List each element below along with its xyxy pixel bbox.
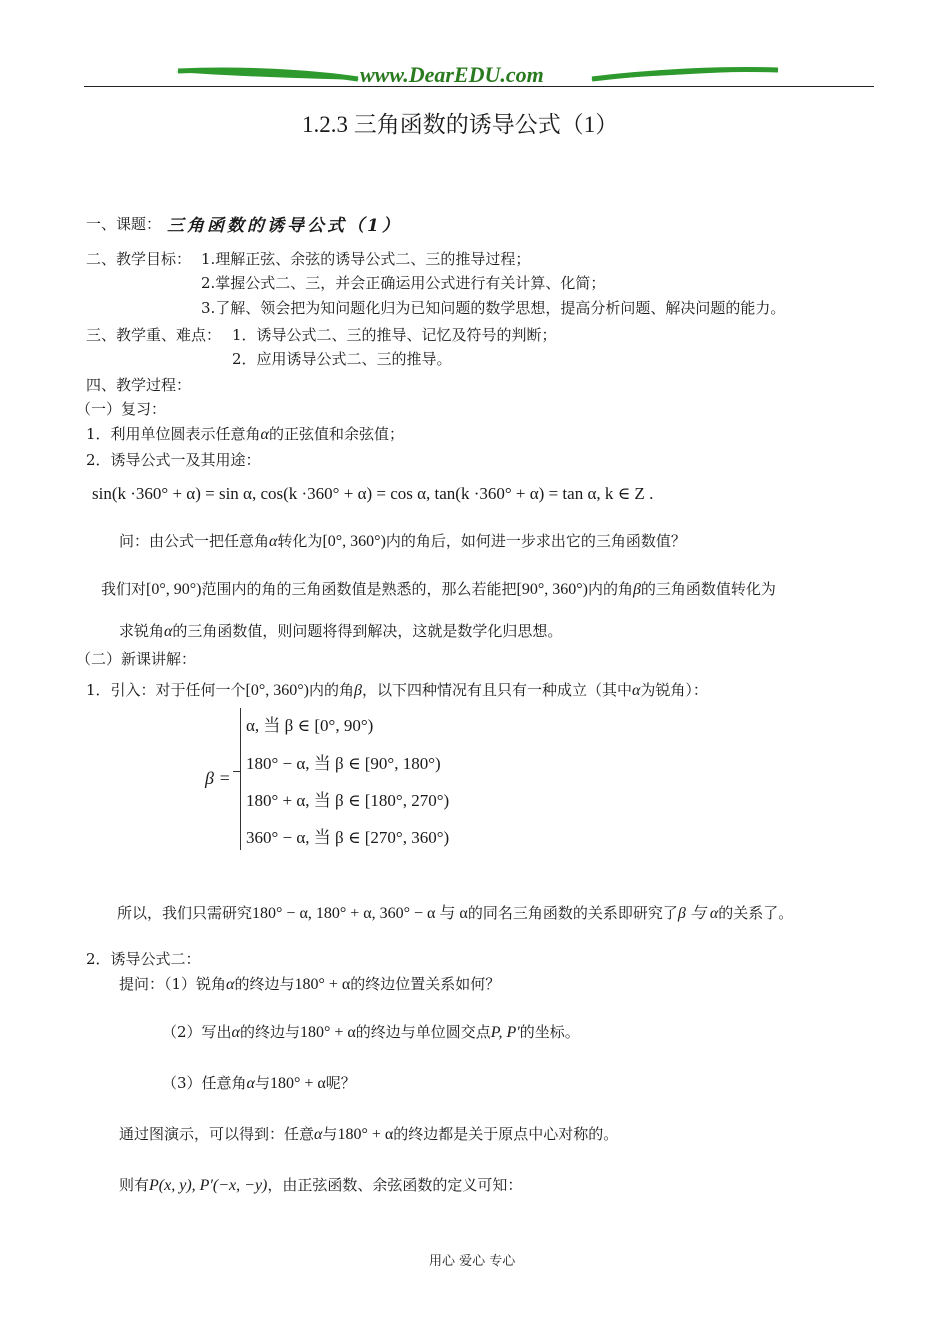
section-4-label: 四、教学过程：	[86, 376, 192, 394]
beta-equals: β =	[205, 768, 231, 788]
question-1: 提问：（1）锐角α的终边与180° + α的终边位置关系如何？	[119, 975, 501, 993]
then-line: 则有P(x, y), P′(−x, −y)，由正弦函数、余弦函数的定义可知：	[119, 1176, 523, 1194]
demo-line: 通过图演示，可以得到：任意α与180° + α的终边都是关于原点中心对称的。	[119, 1125, 619, 1143]
case-3: 180° + α, 当 β ∈ [180°, 270°)	[246, 791, 450, 810]
formula2-label: 2．诱导公式二：	[86, 950, 201, 968]
keypoint-1: 1．诱导公式二、三的推导、记忆及符号的判断；	[232, 326, 557, 344]
review-paragraph-line-2: 求锐角α的三角函数值，则问题将得到解决，这就是数学化归思想。	[119, 622, 563, 640]
section-3-label: 三、教学重、难点：	[86, 326, 222, 344]
newlesson-label: （二）新课讲解：	[76, 650, 197, 668]
brace-tip	[233, 771, 240, 772]
header-rule	[84, 86, 874, 87]
objective-1: 1.理解正弦、余弦的诱导公式二、三的推导过程；	[201, 250, 531, 268]
formula-one: sin(k ·360° + α) = sin α, cos(k ·360° + α) = cos α, tan(k ·360° + α) = tan α, k ∈ Z .	[92, 484, 654, 503]
review-question: 问：由公式一把任意角α转化为[0°, 360°)内的角后，如何进一步求出它的三角函数值？	[119, 532, 686, 550]
review-label: （一）复习：	[76, 400, 167, 418]
review-item-2: 2．诱导公式一及其用途：	[86, 451, 261, 469]
question-2: （2）写出α的终边与180° + α的终边与单位圆交点P, P′的坐标。	[162, 1023, 580, 1041]
section-2-label: 二、教学目标：	[86, 250, 192, 268]
question-3: （3）任意角α与180° + α呢？	[162, 1074, 356, 1092]
page-footer: 用心 爱心 专心	[429, 1254, 516, 1269]
section-1-topic: 三角函数的诱导公式（1）	[167, 216, 402, 236]
objective-2: 2.掌握公式二、三，并会正确运用公式进行有关计算、化简；	[201, 274, 606, 292]
page-title: 1.2.3 三角函数的诱导公式（1）	[302, 112, 619, 137]
section-1-label: 一、课题：	[86, 215, 162, 233]
review-paragraph-line-1: 我们对[0°, 90°)范围内的角的三角函数值是熟悉的，那么若能把[90°, 360°)内的角β的三角函数值转化为	[101, 580, 776, 598]
keypoint-2: 2．应用诱导公式二、三的推导。	[232, 350, 452, 368]
intro-line: 1．引入：对于任何一个[0°, 360°)内的角β，以下四种情况有且只有一种成立（其中α为锐角）：	[86, 681, 708, 699]
so-line: 所以，我们只需研究180° − α, 180° + α, 360° − α 与 α的同名三角函数的关系即研究了β 与 α的关系了。	[117, 904, 794, 922]
review-item-1: 1．利用单位圆表示任意角α的正弦值和余弦值；	[86, 425, 404, 443]
piecewise-brace	[240, 708, 241, 850]
site-logo-text: www.DearEDU.com	[360, 62, 544, 87]
case-4: 360° − α, 当 β ∈ [270°, 360°)	[246, 828, 450, 847]
objective-3: 3.了解、领会把为知问题化归为已知问题的数学思想，提高分析问题、解决问题的能力。	[201, 299, 786, 317]
header-banner	[170, 62, 785, 88]
case-2: 180° − α, 当 β ∈ [90°, 180°)	[246, 754, 441, 773]
case-1: α, 当 β ∈ [0°, 90°)	[246, 716, 374, 735]
